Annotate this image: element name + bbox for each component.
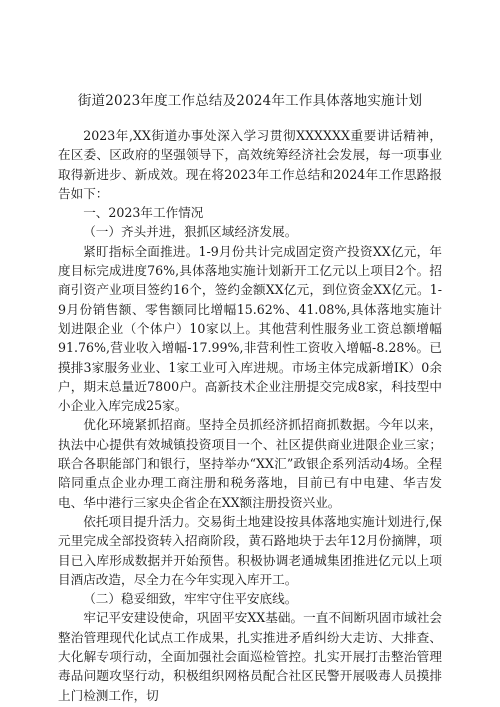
- document-body: [58, 126, 442, 705]
- document-title: 街道2023年度工作总结及2024年工作具体落地实施计划: [77, 93, 423, 109]
- body-paragraph: 依托项目提升活力。交易街土地建设按具体落地实施计划进行,保元里完成全部投资转入招商阶段，黄石路地块于去年12月份摘牌，项目已入库形成数据并开始预售。积极协调老通城集团推进亿元以上项目酒店改造，尽全力在今年实现入库开工。: [58, 513, 442, 587]
- body-paragraph: 牢记平安建设使命，巩固平安XX基础。一直不间断巩固市域社会整治管理现代化试点工作成果，扎实推进矛盾纠纷大走访、大排查、大化解专项行动，全面加强社会面巡检管控。扎实开展打击整治管理毒品问题攻坚行动，积极组织网格员配合社区民警开展吸毒人员摸排上门检测工作，切: [58, 610, 442, 703]
- body-paragraph: 紧盯指标全面推进。1-9月份共计完成固定资产投资XX亿元，年度目标完成进度76%,具体落地实施计划新开工亿元以上项目2个。招商引资产业项目签约16个，签约金额XX亿元，到位资金XX亿元。1-9月份销售额、零售额同比增幅15.62%、41.08%,具体落地实施计划进限企业（个体户）10家以上。其他营利性服务业工资总额增幅91.76%,营业收入增幅-17.99%,非营利性工资收入增幅-8.28%。已摸排3家服务业业、1家工业可入库进规。市场主体完成新增IK）0余户，期末总量近7800户。高新技术企业注册提交完成8家，科技型中小企业入库完成25家。: [58, 243, 442, 414]
- intro-paragraph: 2023年,XX街道办事处深入学习贯彻XXXXXX重要讲话精神，在区委、区政府的坚强领导下，高效统筹经济社会发展，每一项事业取得新进步、新成效。现在将2023年工作总结和2024年工作思路报告如下：: [58, 128, 442, 201]
- subsection-heading: （二）稳妥细致，牢牢守住平安底线。: [83, 591, 298, 607]
- body-paragraph: 优化环境紧抓招商。坚持全员抓经济抓招商抓数据。今年以来，执法中心提供有效城镇投资项目一个、社区提供商业进限企业三家；联合各职能部门和银行，坚持举办“XX汇”政银企系列活动4场。全程陪同重点企业办理工商注册和税务落地，目前已有中电建、华吉发电、华中港行三家央企省企在XX额注册投资兴业。: [58, 417, 442, 510]
- subsection-heading: （一）齐头并进，狠抓区域经济发展。: [83, 224, 298, 240]
- section-heading: 一、2023年工作情况: [83, 205, 204, 221]
